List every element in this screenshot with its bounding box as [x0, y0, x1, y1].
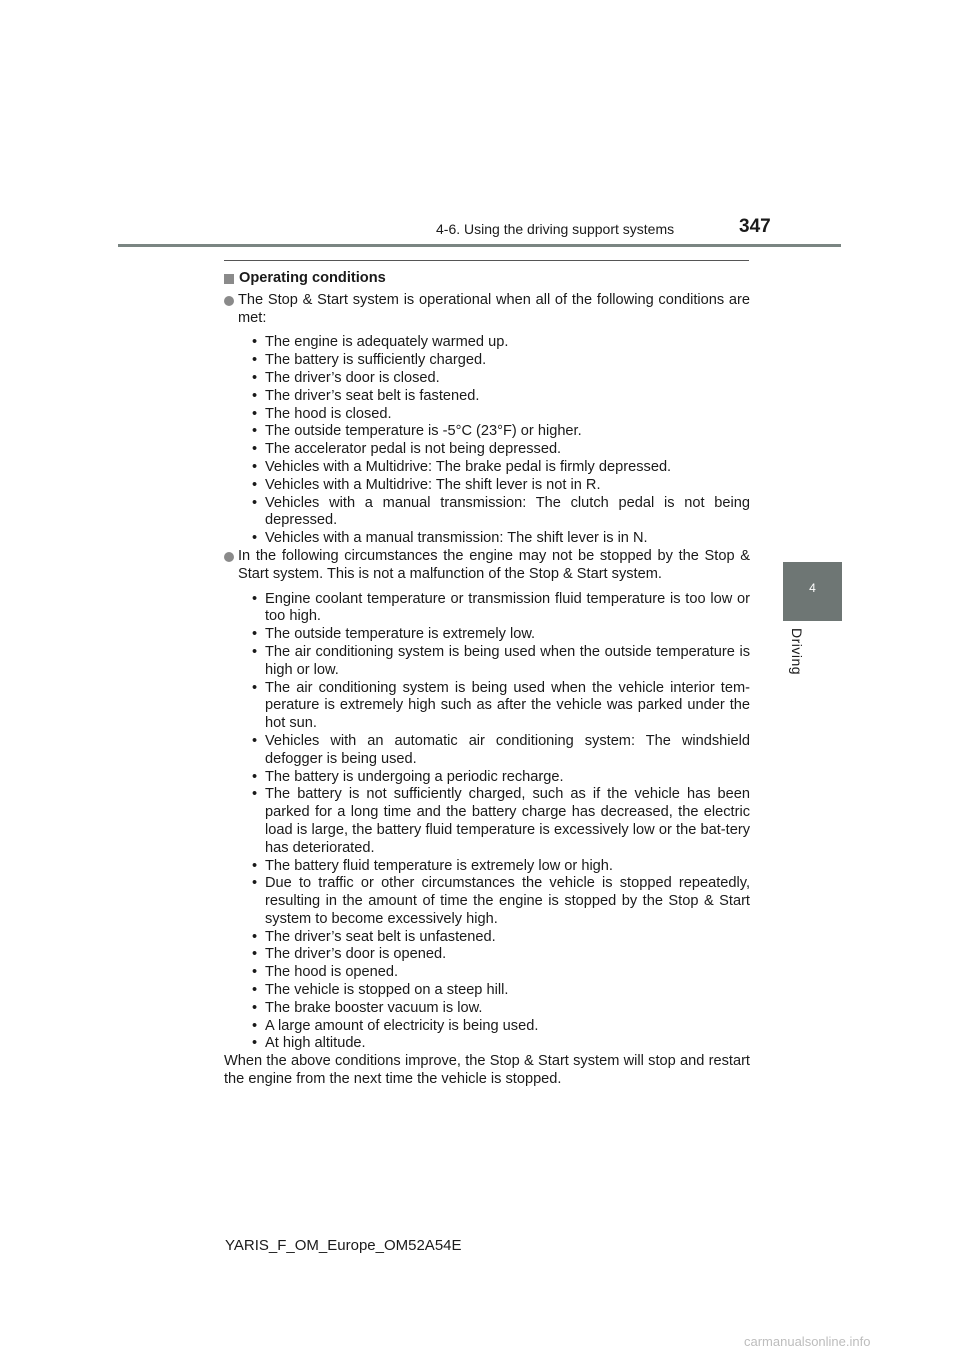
list-item: • Vehicles with an automatic air conditioning system: The windshield defogger is being used.	[251, 733, 750, 769]
bullet-text: In the following circumstances the engine may not be stopped by the Stop & Start system. This is not a malfunction of the Stop & Start system.	[238, 547, 750, 582]
list-item: • Due to traffic or other circumstances the vehicle is stopped repeatedly, resulting in the amount of time the engine is stopped by the Stop & Start system to become excessively high.	[251, 875, 750, 928]
list-item: • The battery is not sufficiently charged, such as if the vehicle has been parked for a long time and the battery charge has decreased, the electric load is large, the battery fluid temperature is excessively low or the bat-tery has deteriorated.	[251, 786, 750, 857]
list-item: • The driver’s seat belt is unfastened.	[251, 929, 750, 947]
square-bullet-icon	[224, 274, 234, 284]
list-item: • The battery is sufficiently charged.	[251, 352, 750, 370]
bullet-block	[224, 548, 750, 1053]
list-item: • The driver’s seat belt is fastened.	[251, 388, 750, 406]
list-item: • The air conditioning system is being used when the vehicle interior tem-perature is extremely high such as after the vehicle was parked under the hot sun.	[251, 680, 750, 733]
list-item: • The hood is closed.	[251, 406, 750, 424]
list-item: • A large amount of electricity is being used.	[251, 1018, 750, 1036]
bullet-text: The Stop & Start system is operational when all of the following conditions are met:	[238, 291, 750, 326]
list-item: • Vehicles with a Multidrive: The shift lever is not in R.	[251, 477, 750, 495]
circle-bullet-icon	[224, 552, 234, 562]
chapter-tab	[783, 562, 842, 621]
list-item: • At high altitude.	[251, 1035, 750, 1053]
list-item: • Engine coolant temperature or transmission fluid temperature is too low or too high.	[251, 591, 750, 627]
list-item: • Vehicles with a Multidrive: The brake pedal is firmly depressed.	[251, 459, 750, 477]
list-item: • The outside temperature is -5°C (23°F) or higher.	[251, 423, 750, 441]
list-item: • Vehicles with a manual transmission: The shift lever is in N.	[251, 530, 750, 548]
circumstances-list	[238, 591, 750, 1054]
header-rule	[118, 244, 841, 247]
section-heading-text: Operating conditions	[239, 270, 386, 286]
page-number: 347	[739, 216, 771, 237]
section-heading	[224, 270, 750, 288]
chapter-tab-label: Driving	[789, 628, 805, 676]
list-item: • The accelerator pedal is not being depressed.	[251, 441, 750, 459]
list-item: • Vehicles with a manual transmission: The clutch pedal is not being depressed.	[251, 495, 750, 531]
list-item: • The hood is opened.	[251, 964, 750, 982]
list-item: • The air conditioning system is being used when the outside temperature is high or low.	[251, 644, 750, 680]
section-rule	[224, 260, 749, 261]
bullet-block	[224, 292, 750, 548]
list-item: • The driver’s door is opened.	[251, 946, 750, 964]
footer-document-code: YARIS_F_OM_Europe_OM52A54E	[225, 1237, 462, 1254]
list-item: • The engine is adequately warmed up.	[251, 334, 750, 352]
list-item: • The battery is undergoing a periodic recharge.	[251, 769, 750, 787]
list-item: • The driver’s door is closed.	[251, 370, 750, 388]
list-item: • The brake booster vacuum is low.	[251, 1000, 750, 1018]
list-item: • The battery fluid temperature is extremely low or high.	[251, 858, 750, 876]
page-header-title: 4-6. Using the driving support systems	[436, 221, 675, 237]
chapter-tab-number: 4	[809, 581, 816, 595]
circle-bullet-icon	[224, 296, 234, 306]
conditions-list	[238, 334, 750, 548]
list-item: • The outside temperature is extremely low.	[251, 626, 750, 644]
list-item: • The vehicle is stopped on a steep hill.	[251, 982, 750, 1000]
watermark: carmanualsonline.info	[744, 1334, 871, 1349]
content	[224, 270, 750, 1089]
closing-paragraph: When the above conditions improve, the Stop & Start system will stop and restart the engine from the next time the vehicle is stopped.	[224, 1053, 750, 1088]
